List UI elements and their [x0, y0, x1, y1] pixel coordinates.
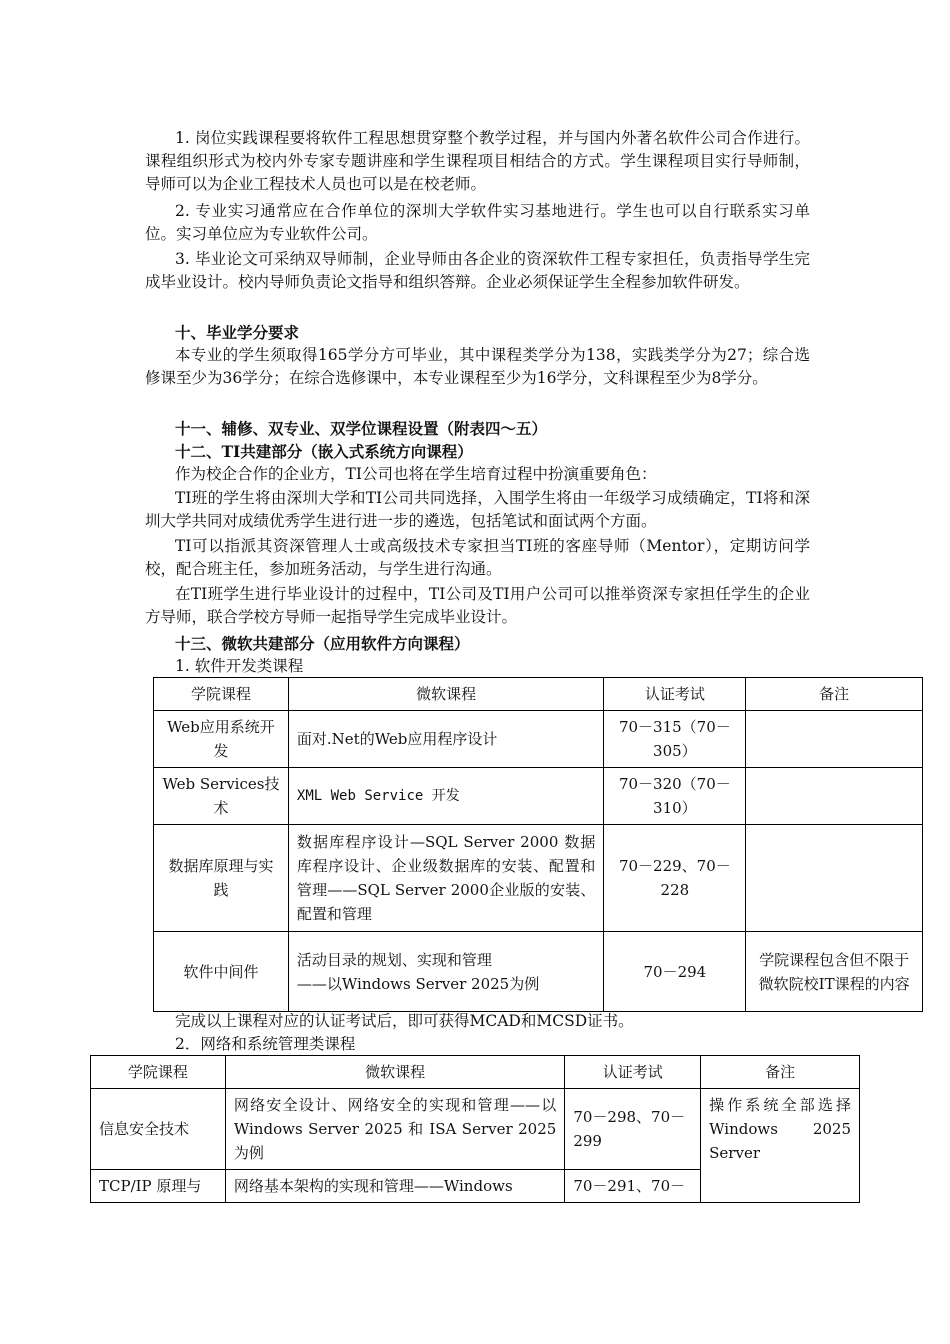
paragraph-internship: 2. 专业实习通常应在合作单位的深圳大学软件实习基地进行。学生也可以自行联系实习单位。实习单位应为专业软件公司。: [145, 202, 810, 243]
heading-ti-section: 十二、TI共建部分（嵌入式系统方向课程）: [175, 442, 473, 461]
heading-graduation-credits: 十、毕业学分要求: [175, 323, 300, 342]
table-cell: 70－291、70－: [565, 1170, 701, 1203]
subheading-software-dev: 1. 软件开发类课程: [175, 657, 304, 675]
software-course-table: [153, 677, 923, 1012]
heading-minor-degree: 十一、辅修、双专业、双学位课程设置（附表四～五）: [175, 419, 548, 438]
paragraph-certification: 完成以上课程对应的认证考试后，即可获得MCAD和MCSD证书。: [175, 1012, 634, 1030]
table-header-cell: 微软课程: [288, 678, 604, 711]
table-row: [154, 768, 923, 825]
table-cell: 70－229、70－228: [604, 825, 746, 932]
paragraph-ti-selection: TI班的学生将由深圳大学和TI公司共同选择，入围学生将由一年级学习成绩确定，TI将和深圳大学共同对成绩优秀学生进行进一步的遴选，包括笔试和面试两个方面。: [145, 489, 810, 530]
table-header-cell: 备注: [746, 678, 923, 711]
table-cell: Web应用系统开发: [154, 711, 289, 768]
table-header-cell: 认证考试: [604, 678, 746, 711]
paragraph-practice-course: 1. 岗位实践课程要将软件工程思想贯穿整个教学过程，并与国内外著名软件公司合作进行。课程组织形式为校内外专家专题讲座和学生课程项目相结合的方式。学生课程项目实行导师制，导师可以为企业工程技术人员也可以是在校老师。: [145, 129, 810, 193]
table-cell: 活动目录的规划、实现和管理 ——以Windows Server 2025为例: [288, 932, 604, 1012]
table-header-row: [91, 1056, 860, 1089]
heading-microsoft-section: 十三、微软共建部分（应用软件方向课程）: [175, 634, 470, 653]
table-cell: 70－315（70－305）: [604, 711, 746, 768]
table-cell: XML Web Service 开发: [288, 768, 604, 825]
table-row: [154, 932, 923, 1012]
paragraph-thesis: 3. 毕业论文可采纳双导师制，企业导师由各企业的资深软件工程专家担任，负责指导学生完成毕业设计。校内导师负责论文指导和组织答辩。企业必须保证学生全程参加软件研发。: [145, 250, 810, 291]
table-header-cell: 备注: [701, 1056, 860, 1089]
table-row: [154, 825, 923, 932]
table-header-row: [154, 678, 923, 711]
table-cell: 软件中间件: [154, 932, 289, 1012]
table-header-cell: 微软课程: [225, 1056, 564, 1089]
subheading-network-admin: 2．网络和系统管理类课程: [175, 1035, 356, 1053]
table-cell: 面对.Net的Web应用程序设计: [288, 711, 604, 768]
table-cell: 70－320（70－310）: [604, 768, 746, 825]
table-cell: 学院课程包含但不限于微软院校IT课程的内容: [746, 932, 923, 1012]
table-header-cell: 学院课程: [91, 1056, 226, 1089]
network-course-table: [90, 1055, 860, 1203]
table-cell: 数据库原理与实践: [154, 825, 289, 932]
table-cell: 网络基本架构的实现和管理——Windows: [225, 1170, 564, 1203]
table-cell: 70－294: [604, 932, 746, 1012]
table-row: [91, 1089, 860, 1170]
paragraph-ti-mentor: TI可以指派其资深管理人士或高级技术专家担当TI班的客座导师（Mentor），定期访问学校，配合班主任，参加班务活动，与学生进行沟通。: [145, 537, 810, 578]
table-cell: [746, 711, 923, 768]
table-cell: 信息安全技术: [91, 1089, 226, 1170]
table-cell: 数据库程序设计—SQL Server 2000 数据库程序设计、企业级数据库的安装、配置和管理——SQL Server 2000企业版的安装、配置和管理: [288, 825, 604, 932]
table-row: [154, 711, 923, 768]
paragraph-ti-role: 作为校企合作的企业方，TI公司也将在学生培育过程中扮演重要角色：: [175, 465, 657, 483]
paragraph-credits: 本专业的学生须取得165学分方可毕业，其中课程类学分为138，实践类学分为27；综合选修课至少为36学分；在综合选修课中，本专业课程至少为16学分，文科课程至少为8学分。: [145, 346, 810, 387]
table-cell: 网络安全设计、网络安全的实现和管理——以 Windows Server 2025 和 ISA Server 2025为例: [225, 1089, 564, 1170]
table-cell: TCP/IP 原理与: [91, 1170, 226, 1203]
table-cell: 70－298、70－299: [565, 1089, 701, 1170]
table-header-cell: 学院课程: [154, 678, 289, 711]
table-cell: 操作系统全部选择Windows 2025 Server: [701, 1089, 860, 1203]
table-cell: [746, 768, 923, 825]
paragraph-ti-thesis: 在TI班学生进行毕业设计的过程中，TI公司及TI用户公司可以推举资深专家担任学生的企业方导师，联合学校方导师一起指导学生完成毕业设计。: [145, 585, 810, 626]
table-header-cell: 认证考试: [565, 1056, 701, 1089]
table-cell: Web Services技术: [154, 768, 289, 825]
table-cell: [746, 825, 923, 932]
